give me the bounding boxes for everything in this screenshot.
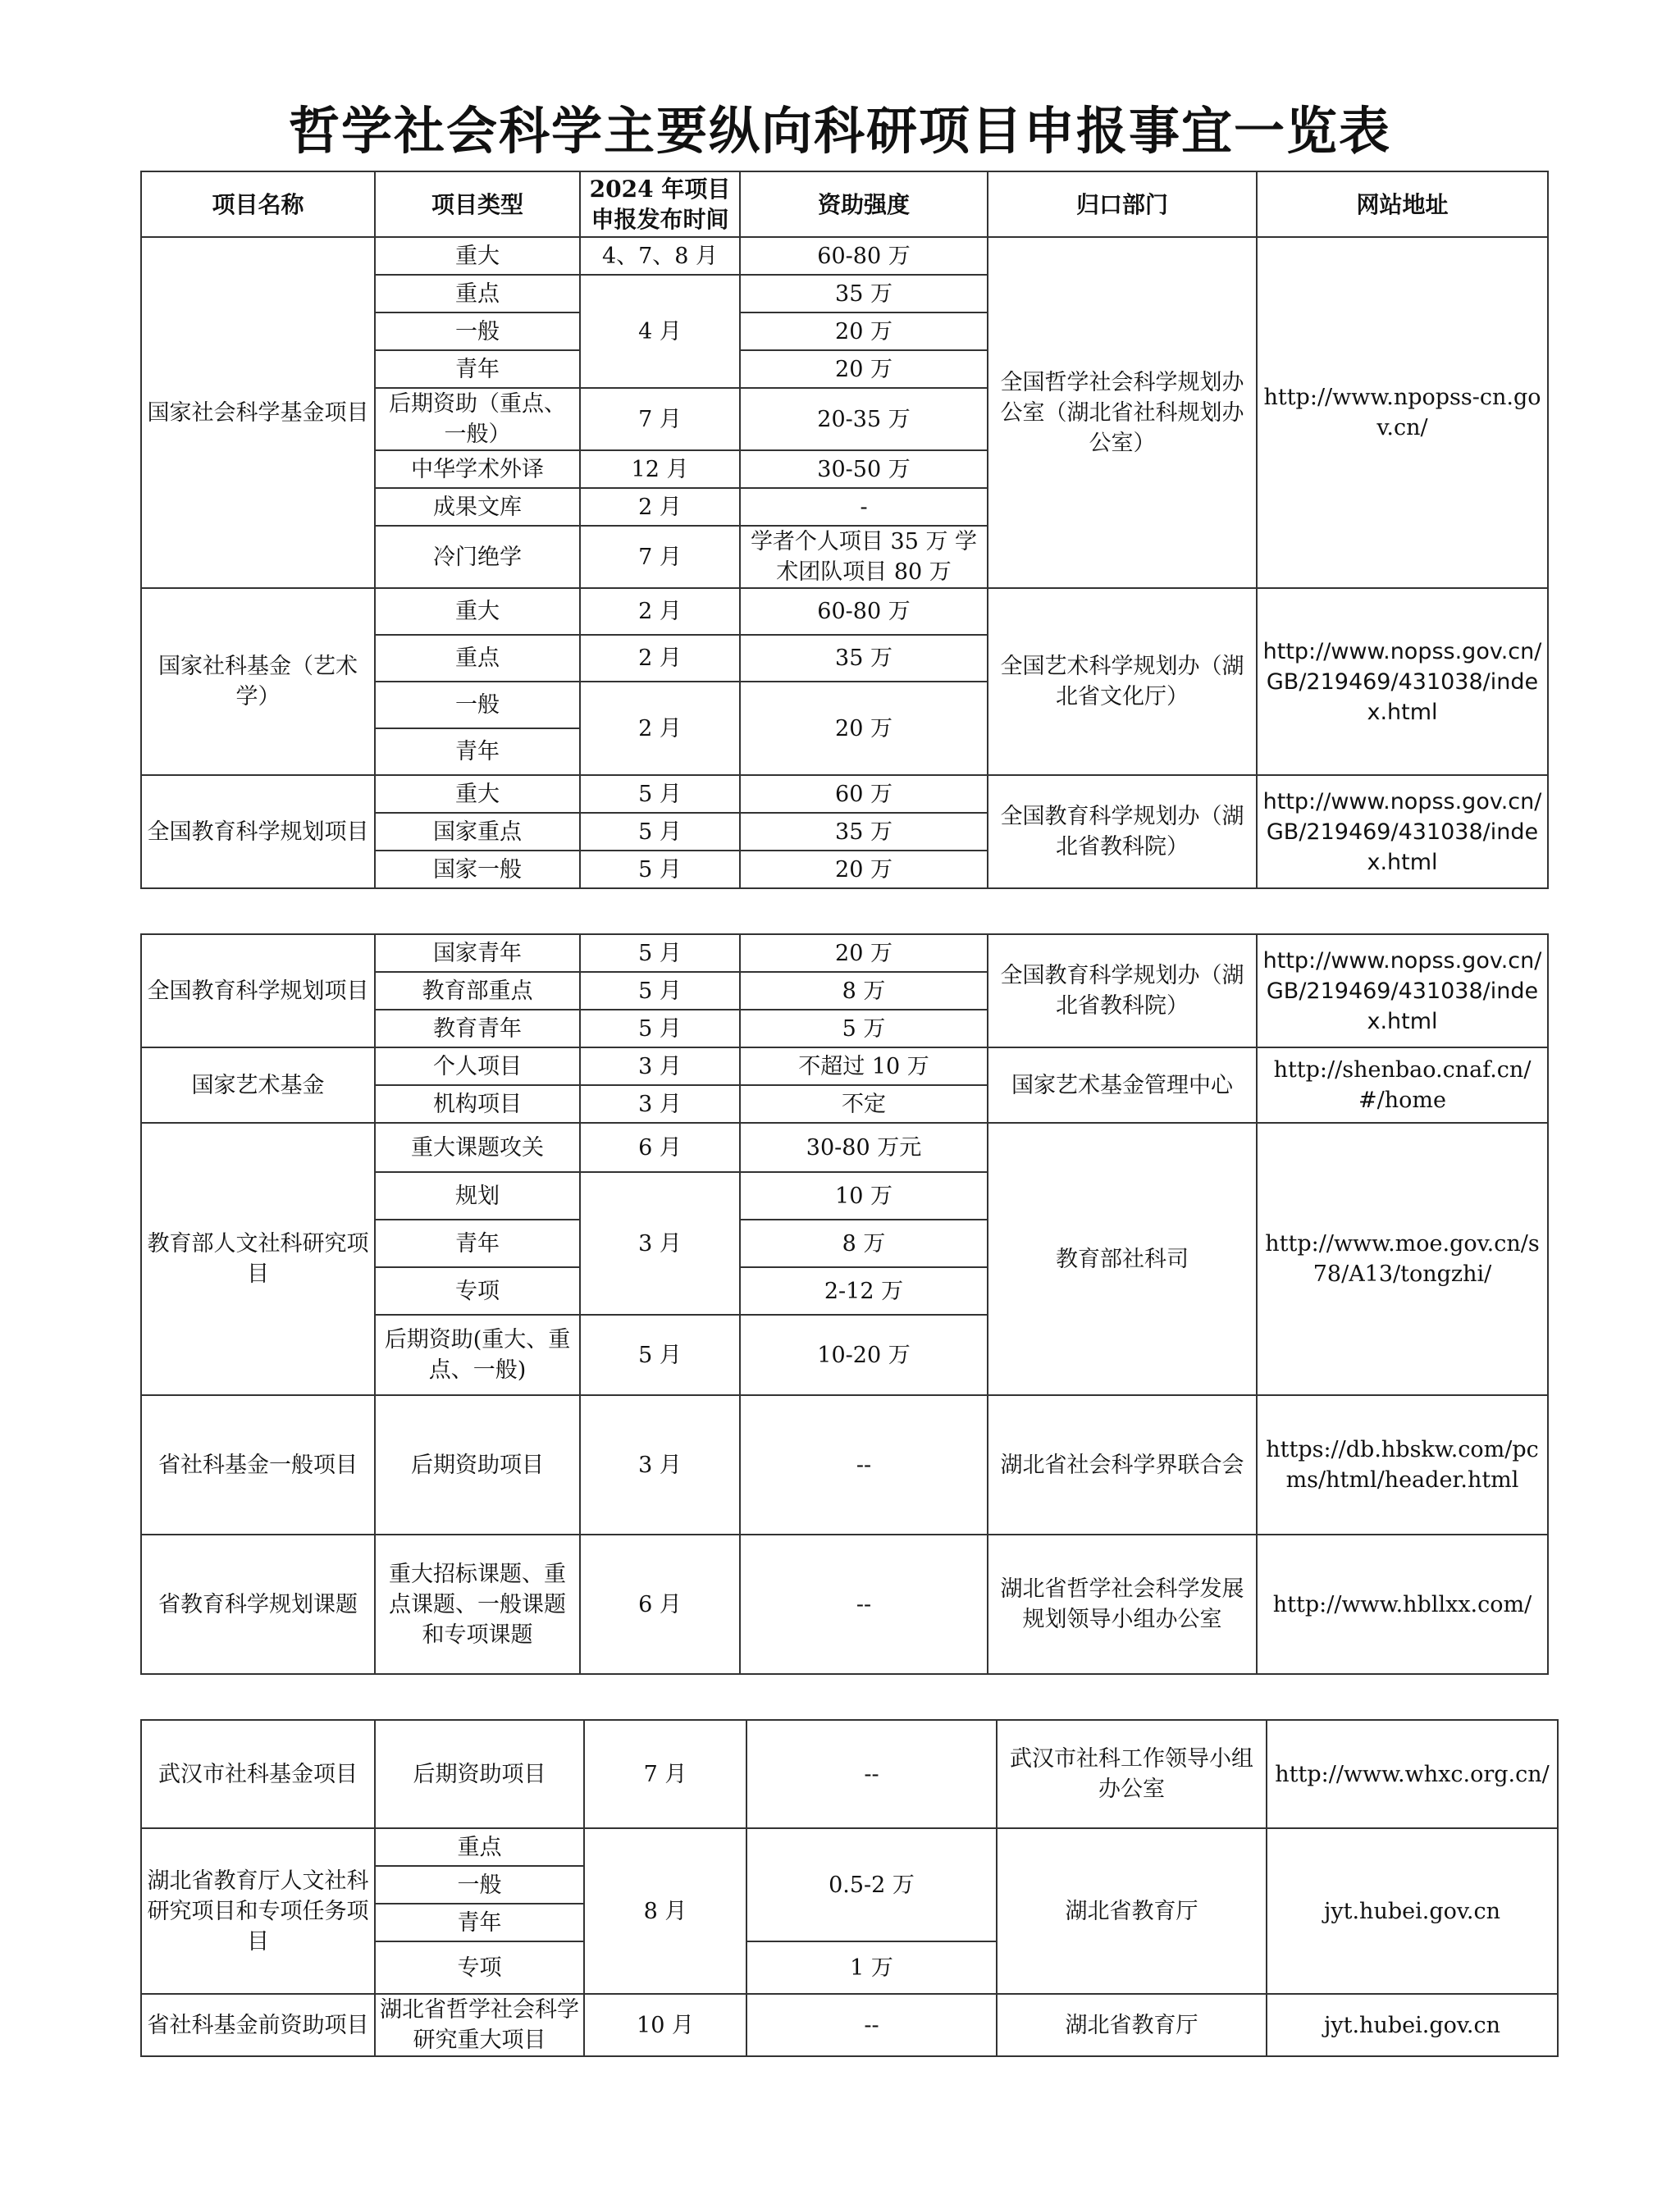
- website-url[interactable]: http://www.nopss.gov.cn/GB/219469/431038/index.html: [1257, 934, 1548, 1047]
- funding-amount: 1 万: [746, 1941, 997, 1994]
- website-url[interactable]: http://www.moe.gov.cn/s78/A13/tongzhi/: [1257, 1123, 1548, 1395]
- funding-amount: 10 万: [740, 1172, 988, 1220]
- project-type: 后期资助项目: [375, 1395, 580, 1535]
- project-type: 湖北省哲学社会科学研究重大项目: [375, 1994, 584, 2056]
- website-url[interactable]: http://www.nopss.gov.cn/GB/219469/431038/index.html: [1257, 775, 1548, 888]
- project-name: 省教育科学规划课题: [141, 1535, 375, 1674]
- release-time: 5 月: [580, 934, 740, 972]
- release-time: 5 月: [580, 851, 740, 888]
- website-url[interactable]: jyt.hubei.gov.cn: [1267, 1994, 1558, 2056]
- department: 国家艺术基金管理中心: [988, 1047, 1257, 1123]
- funding-amount: 60-80 万: [740, 237, 988, 275]
- funding-amount: 60 万: [740, 775, 988, 813]
- department: 全国艺术科学规划办（湖北省文化厅）: [988, 588, 1257, 775]
- header-release-time: 2024 年项目申报发布时间: [580, 171, 740, 237]
- project-type: 重大招标课题、重点课题、一般课题和专项课题: [375, 1535, 580, 1674]
- release-time: 4、7、8 月: [580, 237, 740, 275]
- release-time: 5 月: [580, 972, 740, 1010]
- funding-amount: --: [740, 1395, 988, 1535]
- release-time: 5 月: [580, 775, 740, 813]
- table-row: [141, 775, 1548, 813]
- project-type: 国家一般: [375, 851, 580, 888]
- funding-amount: -: [740, 488, 988, 526]
- header-row: [141, 171, 1548, 237]
- release-time: 7 月: [580, 388, 740, 450]
- header-website: 网站地址: [1257, 171, 1548, 237]
- project-name: 国家艺术基金: [141, 1047, 375, 1123]
- funding-amount: 不超过 10 万: [740, 1047, 988, 1085]
- funding-amount: 8 万: [740, 972, 988, 1010]
- table-row: [141, 1047, 1548, 1085]
- release-time: 5 月: [580, 813, 740, 851]
- project-name: 国家社科基金（艺术学）: [141, 588, 375, 775]
- funding-amount: 0.5-2 万: [746, 1828, 997, 1941]
- funding-amount: 20 万: [740, 934, 988, 972]
- project-name: 全国教育科学规划项目: [141, 934, 375, 1047]
- department: 武汉市社科工作领导小组办公室: [997, 1720, 1267, 1828]
- header-funding: 资助强度: [740, 171, 988, 237]
- project-type: 后期资助项目: [375, 1720, 584, 1828]
- release-time: 2 月: [580, 635, 740, 682]
- project-type: 教育部重点: [375, 972, 580, 1010]
- release-time: 2 月: [580, 488, 740, 526]
- release-time: 2 月: [580, 682, 740, 775]
- website-url[interactable]: http://www.npopss-cn.gov.cn/: [1257, 237, 1548, 588]
- project-type: 国家青年: [375, 934, 580, 972]
- project-type: 机构项目: [375, 1085, 580, 1123]
- website-url[interactable]: http://www.whxc.org.cn/: [1267, 1720, 1558, 1828]
- table-row: [141, 1123, 1548, 1172]
- funding-amount: 20-35 万: [740, 388, 988, 450]
- project-type: 专项: [375, 1941, 584, 1994]
- table-row: [141, 1994, 1558, 2056]
- release-time: 12 月: [580, 450, 740, 488]
- funding-amount: 2-12 万: [740, 1267, 988, 1315]
- department: 全国教育科学规划办（湖北省教科院）: [988, 934, 1257, 1047]
- release-time: 4 月: [580, 275, 740, 388]
- project-type: 青年: [375, 350, 580, 388]
- funding-amount: 学者个人项目 35 万 学术团队项目 80 万: [740, 526, 988, 588]
- release-time: 2 月: [580, 588, 740, 635]
- table-row: [141, 1395, 1548, 1535]
- website-url[interactable]: http://www.nopss.gov.cn/GB/219469/431038/index.html: [1257, 588, 1548, 775]
- project-name: 省社科基金一般项目: [141, 1395, 375, 1535]
- release-time: 8 月: [584, 1828, 746, 1994]
- project-type: 一般: [375, 312, 580, 350]
- project-type: 青年: [375, 728, 580, 775]
- table-row: [141, 588, 1548, 635]
- project-type: 重大: [375, 588, 580, 635]
- project-type: 重点: [375, 275, 580, 312]
- project-name: 全国教育科学规划项目: [141, 775, 375, 888]
- project-type: 重大课题攻关: [375, 1123, 580, 1172]
- funding-amount: 30-80 万元: [740, 1123, 988, 1172]
- project-name: 教育部人文社科研究项目: [141, 1123, 375, 1395]
- page-title: 哲学社会科学主要纵向科研项目申报事宜一览表: [288, 101, 1391, 161]
- funding-amount: --: [740, 1535, 988, 1674]
- department: 全国哲学社会科学规划办公室（湖北省社科规划办公室）: [988, 237, 1257, 588]
- project-name: 武汉市社科基金项目: [141, 1720, 375, 1828]
- project-type: 成果文库: [375, 488, 580, 526]
- funding-amount: 10-20 万: [740, 1315, 988, 1395]
- department: 全国教育科学规划办（湖北省教科院）: [988, 775, 1257, 888]
- website-url[interactable]: http://www.hbllxx.com/: [1257, 1535, 1548, 1674]
- funding-amount: 35 万: [740, 635, 988, 682]
- department: 教育部社科司: [988, 1123, 1257, 1395]
- release-time: 5 月: [580, 1315, 740, 1395]
- project-type: 国家重点: [375, 813, 580, 851]
- funding-amount: 20 万: [740, 312, 988, 350]
- department: 湖北省教育厅: [997, 1994, 1267, 2056]
- header-department: 归口部门: [988, 171, 1257, 237]
- release-time: 3 月: [580, 1172, 740, 1315]
- funding-amount: 20 万: [740, 682, 988, 775]
- project-type: 后期资助（重点、一般）: [375, 388, 580, 450]
- website-url[interactable]: jyt.hubei.gov.cn: [1267, 1828, 1558, 1994]
- release-time: 3 月: [580, 1085, 740, 1123]
- release-time: 6 月: [580, 1535, 740, 1674]
- project-type: 后期资助(重大、重点、一般): [375, 1315, 580, 1395]
- header-project-type: 项目类型: [375, 171, 580, 237]
- project-type: 个人项目: [375, 1047, 580, 1085]
- release-time: 10 月: [584, 1994, 746, 2056]
- project-name: 国家社会科学基金项目: [141, 237, 375, 588]
- funding-amount: 20 万: [740, 350, 988, 388]
- funding-amount: 不定: [740, 1085, 988, 1123]
- table-row: [141, 1535, 1548, 1674]
- project-type: 一般: [375, 1866, 584, 1904]
- department: 湖北省哲学社会科学发展规划领导小组办公室: [988, 1535, 1257, 1674]
- table-row: [141, 237, 1548, 275]
- header-project-name: 项目名称: [141, 171, 375, 237]
- website-url[interactable]: https://db.hbskw.com/pcms/html/header.html: [1257, 1395, 1548, 1535]
- release-time: 7 月: [584, 1720, 746, 1828]
- release-time: 5 月: [580, 1010, 740, 1047]
- project-type: 规划: [375, 1172, 580, 1220]
- project-type: 专项: [375, 1267, 580, 1315]
- project-name: 湖北省教育厅人文社科研究项目和专项任务项目: [141, 1828, 375, 1994]
- table-row: [141, 1720, 1558, 1828]
- release-time: 6 月: [580, 1123, 740, 1172]
- funding-amount: 30-50 万: [740, 450, 988, 488]
- table-row: [141, 934, 1548, 972]
- funding-amount: 8 万: [740, 1220, 988, 1267]
- funding-amount: 60-80 万: [740, 588, 988, 635]
- project-type: 青年: [375, 1904, 584, 1941]
- website-url[interactable]: http://shenbao.cnaf.cn/#/home: [1257, 1047, 1548, 1123]
- project-type: 中华学术外译: [375, 450, 580, 488]
- department: 湖北省教育厅: [997, 1828, 1267, 1994]
- funding-amount: --: [746, 1720, 997, 1828]
- project-type: 重点: [375, 635, 580, 682]
- table-row: [141, 1828, 1558, 1866]
- project-type: 重点: [375, 1828, 584, 1866]
- release-time: 3 月: [580, 1047, 740, 1085]
- project-name: 省社科基金前资助项目: [141, 1994, 375, 2056]
- funding-amount: 20 万: [740, 851, 988, 888]
- project-type: 青年: [375, 1220, 580, 1267]
- funding-amount: 5 万: [740, 1010, 988, 1047]
- projects-table-3: [140, 1719, 1559, 2057]
- project-type: 重大: [375, 237, 580, 275]
- project-type: 冷门绝学: [375, 526, 580, 588]
- projects-table-2: [140, 933, 1549, 1675]
- department: 湖北省社会科学界联合会: [988, 1395, 1257, 1535]
- projects-table-1: [140, 171, 1549, 889]
- project-type: 重大: [375, 775, 580, 813]
- release-time: 3 月: [580, 1395, 740, 1535]
- release-time: 7 月: [580, 526, 740, 588]
- funding-amount: 35 万: [740, 813, 988, 851]
- funding-amount: --: [746, 1994, 997, 2056]
- project-type: 教育青年: [375, 1010, 580, 1047]
- project-type: 一般: [375, 682, 580, 728]
- funding-amount: 35 万: [740, 275, 988, 312]
